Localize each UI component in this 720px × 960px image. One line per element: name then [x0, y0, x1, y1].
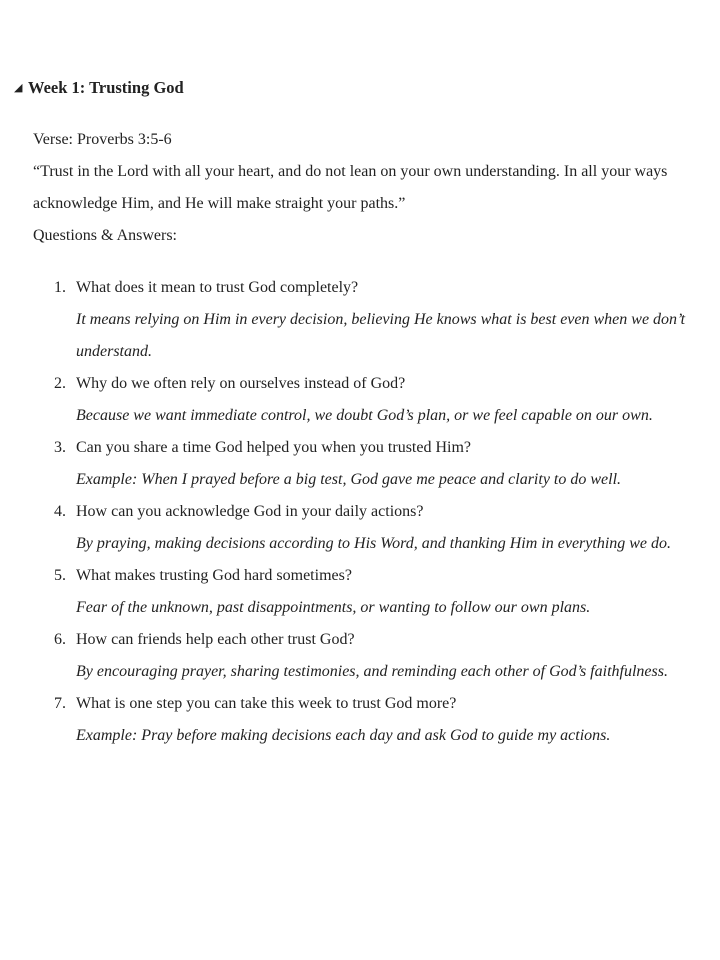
question-text: How can you acknowledge God in your daily actions?: [76, 503, 424, 520]
item-number: 2.: [54, 375, 66, 392]
answer-text: It means relying on Him in every decision, believing He knows what is best even when we don’t understand.: [76, 311, 686, 360]
verse-reference: Verse: Proverbs 3:5-6: [33, 131, 172, 148]
list-item: [33, 432, 705, 496]
item-number: 1.: [54, 279, 66, 296]
qa-list: [33, 272, 705, 752]
answer-text: By encouraging prayer, sharing testimonies, and reminding each other of God’s faithfulness.: [76, 663, 668, 680]
section-heading[interactable]: [14, 78, 184, 98]
qa-label: Questions & Answers:: [33, 227, 177, 244]
question-text: What does it mean to trust God completely?: [76, 279, 359, 296]
list-item: [33, 496, 705, 560]
answer-text: Fear of the unknown, past disappointments, or wanting to follow our own plans.: [76, 599, 591, 616]
question-text: Why do we often rely on ourselves instead of God?: [76, 375, 406, 392]
answer-text: Example: Pray before making decisions each day and ask God to guide my actions.: [76, 727, 611, 744]
item-number: 4.: [54, 503, 66, 520]
item-number: 3.: [54, 439, 66, 456]
item-number: 7.: [54, 695, 66, 712]
item-number: 5.: [54, 567, 66, 584]
question-text: What is one step you can take this week to trust God more?: [76, 695, 457, 712]
list-item: [33, 272, 705, 368]
list-item: [33, 624, 705, 688]
list-item: [33, 688, 705, 752]
answer-text: By praying, making decisions according to His Word, and thanking Him in everything we do.: [76, 535, 672, 552]
section-title: Week 1: Trusting God: [28, 78, 184, 97]
question-text: How can friends help each other trust God?: [76, 631, 355, 648]
list-item: [33, 368, 705, 432]
collapse-triangle-icon[interactable]: ◢: [14, 82, 23, 94]
list-item: [33, 560, 705, 624]
verse-text: “Trust in the Lord with all your heart, and do not lean on your own understanding. In all your ways acknowledge Him, and He will make straight your paths.”: [33, 163, 668, 212]
question-text: Can you share a time God helped you when you trusted Him?: [76, 439, 472, 456]
answer-text: Example: When I prayed before a big test, God gave me peace and clarity to do well.: [76, 471, 622, 488]
verse-block: [33, 124, 703, 252]
answer-text: Because we want immediate control, we doubt God’s plan, or we feel capable on our own.: [76, 407, 653, 424]
item-number: 6.: [54, 631, 66, 648]
question-text: What makes trusting God hard sometimes?: [76, 567, 352, 584]
